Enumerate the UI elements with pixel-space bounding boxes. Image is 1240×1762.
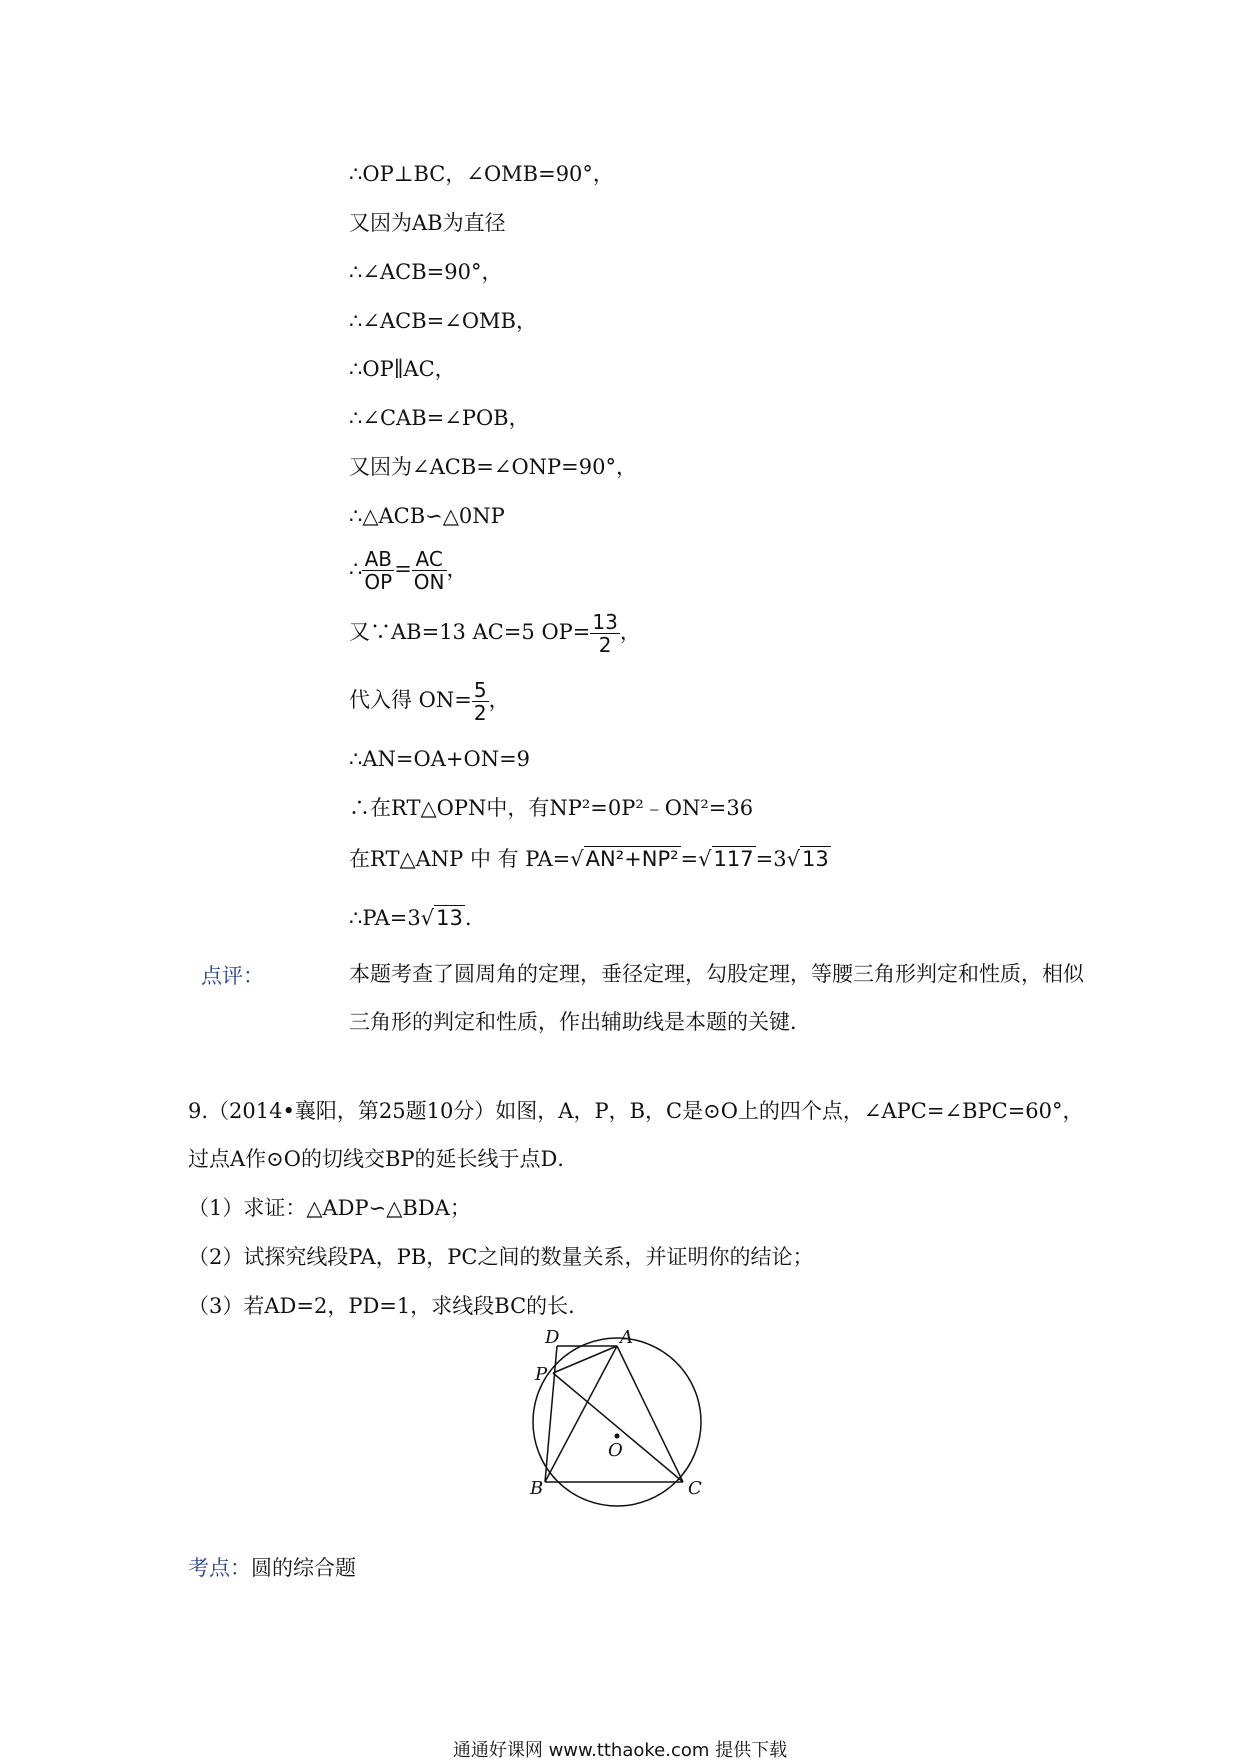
comment-text: 本题考查了圆周角的定理，垂径定理，勾股定理，等腰三角形判定和性质，相似三角形的判定和性质，作出辅助线是本题的关键． — [349, 962, 1084, 1034]
geometry-figure — [520, 1320, 720, 1520]
question-line-2: 过点A作⊙O的切线交BP的延长线于点D． — [188, 1147, 579, 1171]
kaodian-text: 圆的综合题 — [251, 1556, 356, 1580]
ratio-line: ∴ $\frac{AB}{OP}$ = $\frac{AC}{ON}$ ， — [349, 547, 468, 594]
question-part-3: （3）若AD=2，PD=1，求线段BC的长． — [188, 1294, 590, 1318]
comment-label: 点评： — [201, 964, 264, 988]
footer: 通通好课网 www.tthaoke.com 提供下载 — [452, 1740, 788, 1761]
label-a: A — [620, 1327, 633, 1348]
substitute-line: 代入得 ON= $\frac{5}{2}$ ， — [349, 678, 510, 725]
question-part-1: （1）求证：△ADP∽△BDA； — [188, 1196, 471, 1220]
label-p: P — [535, 1364, 548, 1385]
solution-line-5: ∴OP∥AC， — [349, 357, 456, 381]
given-line: 又∵AB=13 AC=5 OP= $\frac{13}{2}$ ， — [349, 610, 641, 657]
question-part-2: （2）试探究线段PA，PB，PC之间的数量关系，并证明你的结论； — [188, 1245, 814, 1269]
solution-line-8: ∴△ACB∽△0NP — [349, 504, 505, 528]
solution-line-7: 又因为∠ACB=∠ONP=90°， — [349, 455, 637, 479]
label-d: D — [545, 1327, 560, 1348]
label-o: O — [608, 1440, 623, 1461]
fraction-ab-op: $\frac{AB}{OP}$ — [364, 547, 393, 594]
fraction-13-2: $\frac{13}{2}$ — [592, 610, 618, 657]
np-line: ∴在RT△OPN中，有NP²=0P²﹣ON²=36 — [349, 796, 754, 820]
solution-line-2: 又因为AB为直径 — [349, 211, 506, 235]
fraction-5-2: $\frac{5}{2}$ — [473, 678, 487, 725]
pa-line: 在RT△ANP 中 有 PA=√AN²+NP²=√117=3√13 — [349, 847, 829, 871]
solution-line-4: ∴∠ACB=∠OMB， — [349, 309, 537, 333]
solution-line-1: ∴OP⊥BC，∠OMB=90°， — [349, 162, 614, 186]
solution-line-6: ∴∠CAB=∠POB， — [349, 406, 530, 430]
kaodian-label: 考点： — [188, 1556, 251, 1580]
an-line: ∴AN=OA+ON=9 — [349, 747, 531, 771]
final-line: ∴PA=3√13. — [349, 906, 472, 930]
label-b: B — [530, 1478, 544, 1499]
question-line-1: 9.（2014•襄阳，第25题10分）如图，A，P，B，C是⊙O上的四个点，∠APC=∠BPC=60°， — [188, 1099, 1084, 1123]
kaodian — [188, 1552, 356, 1582]
fraction-ac-on: $\frac{AC}{ON}$ — [413, 547, 445, 594]
label-c: C — [688, 1478, 702, 1499]
circle-o — [533, 1338, 701, 1506]
solution-line-3: ∴∠ACB=90°， — [349, 260, 503, 284]
